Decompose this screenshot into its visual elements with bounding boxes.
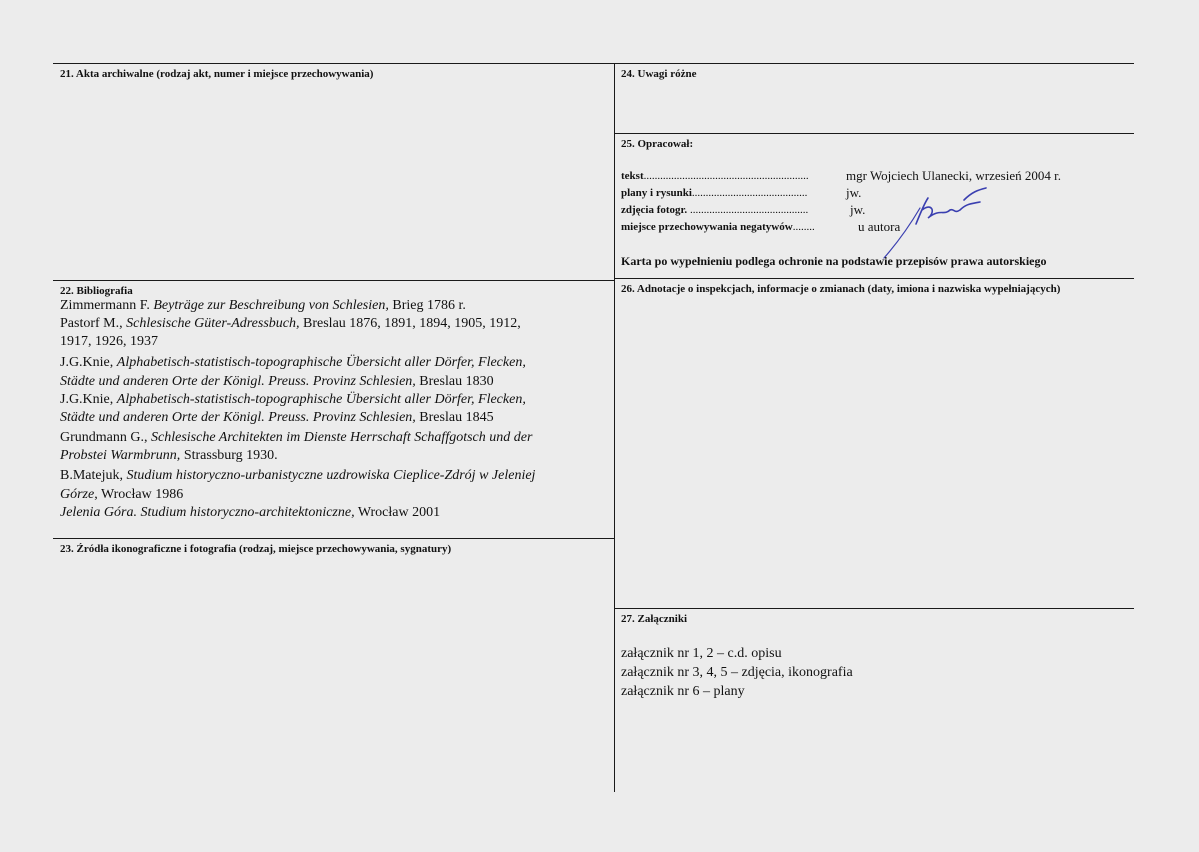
plans-row: plany i rysunki.......................................... [621,187,808,199]
section-21-title: 21. Akta archiwalne (rodzaj akt, numer i miejsce przechowywania) [60,68,374,80]
bibliography-line: Zimmermann F. Beyträge zur Beschreibung von Schlesien, Brieg 1786 r. [60,298,466,313]
bibliography-line: Städte und anderen Orte der Königl. Preuss. Provinz Schlesien, Breslau 1845 [60,410,494,425]
rule-above-25 [614,133,1134,134]
bibliography-line: 1917, 1926, 1937 [60,334,158,349]
negatives-value: u autora [858,219,901,234]
bibliography-line: B.Matejuk, Studium historyczno-urbanistyczne uzdrowiska Cieplice-Zdrój w Jeleniej [60,468,536,483]
rule-above-27 [614,608,1134,609]
prepared-text-row: tekst............................................................ [621,170,809,182]
copyright-notice: Karta po wypełnieniu podlega ochronie na podstawie przepisów prawa autorskiego [621,254,1047,268]
rule-above-23 [53,538,614,539]
negatives-row: miejsce przechowywania negatywów........ [621,221,815,233]
prepared-text-value: mgr Wojciech Ulanecki, wrzesień 2004 r. [846,168,1061,183]
section-24-title: 24. Uwagi różne [621,68,697,80]
attachment-line: załącznik nr 6 – plany [621,684,745,699]
photos-value: jw. [850,202,866,217]
bibliography-line: Probstei Warmbrunn, Strassburg 1930. [60,448,278,463]
bibliography-line: Górze, Wrocław 1986 [60,487,184,502]
section-23-title: 23. Źródła ikonograficzne i fotografia (rodzaj, miejsce przechowywania, sygnatury) [60,543,452,555]
rule-above-26 [614,278,1134,279]
bibliography-line: Grundmann G., Schlesische Architekten im Dienste Herrschaft Schaffgotsch und der [60,430,533,445]
plans-value: jw. [846,185,862,200]
bibliography-line: J.G.Knie, Alphabetisch-statistisch-topographische Übersicht aller Dörfer, Flecken, [60,392,526,407]
section-22-title: 22. Bibliografia [60,285,133,297]
bibliography-line: J.G.Knie, Alphabetisch-statistisch-topographische Übersicht aller Dörfer, Flecken, [60,355,526,370]
bibliography-line: Pastorf M., Schlesische Güter-Adressbuch, Breslau 1876, 1891, 1894, 1905, 1912, [60,316,521,331]
section-26-title: 26. Adnotacje o inspekcjach, informacje o zmianach (daty, imiona i nazwiska wypełniających) [621,283,1061,295]
rule-above-22 [53,280,614,281]
bibliography-line: Städte und anderen Orte der Königl. Preuss. Provinz Schlesien, Breslau 1830 [60,374,494,389]
attachment-line: załącznik nr 1, 2 – c.d. opisu [621,646,782,661]
attachment-line: załącznik nr 3, 4, 5 – zdjęcia, ikonografia [621,665,853,680]
section-27-title: 27. Załączniki [621,613,688,625]
bibliography-line: Jelenia Góra. Studium historyczno-architektoniczne, Wrocław 2001 [60,505,441,520]
column-divider [614,63,615,792]
section-25-title: 25. Opracował: [621,138,694,150]
top-rule [53,63,1134,64]
photos-row: zdjęcia fotogr. ........................................... [621,204,809,216]
signature-icon [880,180,1000,260]
